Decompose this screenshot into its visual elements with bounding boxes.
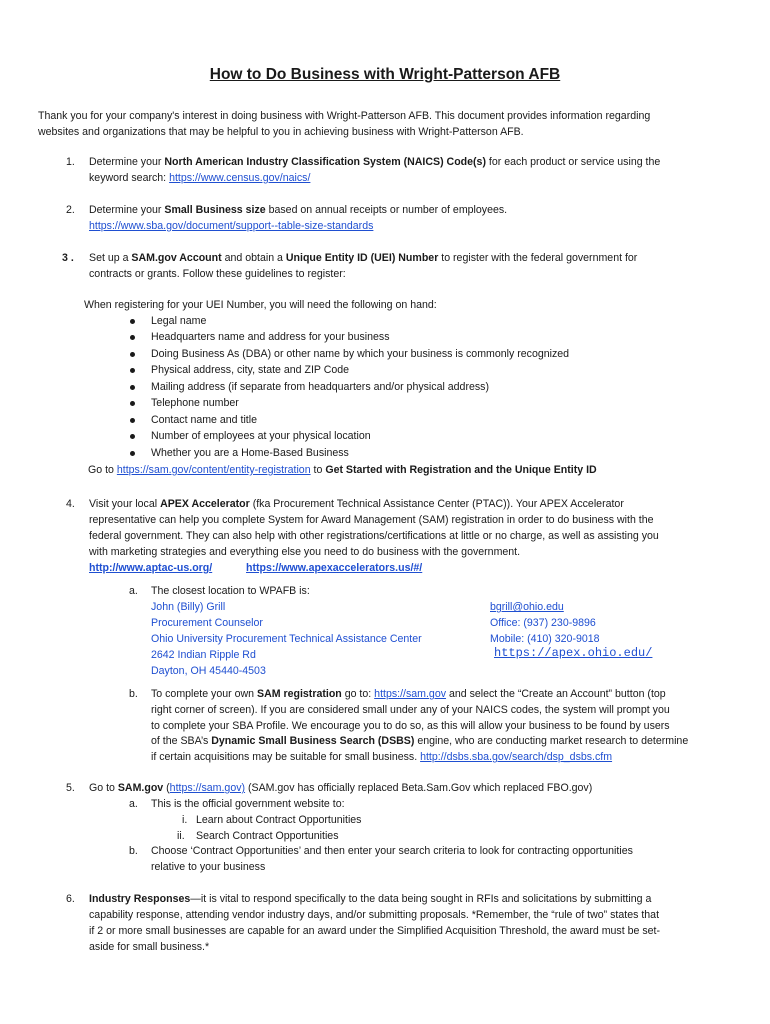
entity-registration-line: Go to https://sam.gov/content/entity-registration to Get Started with Registration and the Unique Entity ID	[88, 464, 597, 476]
bullet-icon	[130, 352, 135, 357]
step-3-line-2: contracts or grants. Follow these guidelines to register:	[89, 268, 346, 280]
step-6-line-4: aside for small business.*	[89, 941, 210, 953]
naics-link[interactable]: https://www.census.gov/naics/	[169, 172, 311, 184]
intro-line-2: websites and organizations that may be helpful to you in achieving business with Wright-Patterson AFB.	[38, 126, 524, 138]
bullet-icon	[130, 319, 135, 324]
step-6-line-3: if 2 or more small businesses are capable for an award under the Simplified Acquisition Threshold, the award must be set-	[89, 925, 660, 937]
step-6-line-1: Industry Responses—it is vital to respond specifically to the data being sought in RFIs and solicitations by submitting a	[89, 893, 652, 905]
step-3-number: 3 .	[62, 252, 74, 264]
step-6-number: 6.	[66, 893, 75, 905]
aptac-link[interactable]: http://www.aptac-us.org/	[89, 562, 213, 574]
bullet-icon	[130, 335, 135, 340]
step-5a-ii-text: Search Contract Opportunities	[196, 830, 339, 842]
bullet-icon	[130, 385, 135, 390]
step-5a-ii-number: ii.	[177, 830, 185, 842]
step-5a-letter: a.	[129, 798, 138, 810]
step-4b-line-1: To complete your own SAM registration go to: https://sam.gov and select the “Create an Account” button (top	[151, 688, 666, 700]
sam-gov-link-2[interactable]: https://sam.gov)	[169, 782, 246, 794]
list-item: Contact name and title	[151, 414, 257, 426]
contact-email-link[interactable]: bgrill@ohio.edu	[490, 601, 564, 613]
step-5a-i-text: Learn about Contract Opportunities	[196, 814, 362, 826]
sam-gov-link[interactable]: https://sam.gov	[374, 688, 447, 700]
list-item: Legal name	[151, 315, 207, 327]
contact-street: 2642 Indian Ripple Rd	[151, 649, 256, 661]
step-5-number: 5.	[66, 782, 75, 794]
step-5a-text: This is the official government website to:	[151, 798, 345, 810]
closest-location-text: The closest location to WPAFB is:	[151, 585, 310, 597]
bullet-icon	[130, 401, 135, 406]
apex-ohio-link[interactable]: https://apex.ohio.edu/	[494, 646, 653, 660]
step-4b-line-4: of the SBA’s Dynamic Small Business Search (DSBS) engine, who are conducting market research to determine	[151, 735, 689, 747]
page-title: How to Do Business with Wright-Patterson AFB	[209, 66, 561, 83]
step-4a-letter: a.	[129, 585, 138, 597]
intro-line-1: Thank you for your company's interest in doing business with Wright-Patterson AFB. This document provides information regarding	[38, 110, 651, 122]
contact-office-phone: Office: (937) 230-9896	[490, 617, 596, 629]
step-1-number: 1.	[66, 156, 75, 168]
size-standards-link[interactable]: https://www.sba.gov/document/support--table-size-standards	[89, 220, 374, 232]
step-5-line-1: Go to SAM.gov (https://sam.gov) (SAM.gov has officially replaced Beta.Sam.Gov which replaced FBO.gov)	[89, 782, 593, 794]
entity-registration-link[interactable]: https://sam.gov/content/entity-registration	[116, 464, 311, 476]
list-item: Telephone number	[151, 397, 239, 409]
list-item: Headquarters name and address for your business	[151, 331, 390, 343]
step-4-line-2: representative can help you complete System for Award Management (SAM) registration in order to do business with the	[89, 514, 654, 526]
uei-requirements-intro: When registering for your UEI Number, you will need the following on hand:	[84, 299, 437, 311]
step-4b-line-2: right corner of screen). If you are considered small under any of your NAICS codes, the system will prompt you	[151, 704, 670, 716]
step-5a-i-number: i.	[182, 814, 188, 826]
list-item: Doing Business As (DBA) or other name by which your business is commonly recognized	[151, 348, 570, 360]
contact-mobile-phone: Mobile: (410) 320-9018	[490, 633, 600, 645]
contact-name: John (Billy) Grill	[151, 601, 226, 613]
bullet-icon	[130, 434, 135, 439]
bullet-icon	[130, 418, 135, 423]
step-4b-line-5: if certain acquisitions may be suitable for small business. http://dsbs.sba.gov/search/dsp_dsbs.cfm	[151, 751, 613, 763]
dsbs-link[interactable]: http://dsbs.sba.gov/search/dsp_dsbs.cfm	[420, 751, 613, 763]
list-item: Number of employees at your physical location	[151, 430, 371, 442]
step-4-number: 4.	[66, 498, 75, 510]
step-4b-line-3: to complete your SBA Profile. We encourage you to do so, as this will allow your business to be found by users	[151, 720, 670, 732]
step-2-number: 2.	[66, 204, 75, 216]
contact-organization: Ohio University Procurement Technical Assistance Center	[151, 633, 422, 645]
step-4b-letter: b.	[129, 688, 138, 700]
list-item: Whether you are a Home-Based Business	[151, 447, 349, 459]
step-1-line-2: keyword search: https://www.census.gov/naics/	[89, 172, 311, 184]
list-item: Physical address, city, state and ZIP Code	[151, 364, 350, 376]
step-4-line-4: with marketing strategies and everything else you need to do business with the government.	[89, 546, 521, 558]
step-2-line-1: Determine your Small Business size based on annual receipts or number of employees.	[89, 204, 508, 216]
contact-city: Dayton, OH 45440-4503	[151, 665, 266, 677]
step-5b-line-1: Choose ‘Contract Opportunities’ and then enter your search criteria to look for contracting opportunities	[151, 845, 633, 857]
step-1-line-1: Determine your North American Industry Classification System (NAICS) Code(s) for each product or service using the	[89, 156, 661, 168]
step-4-line-3: federal government. They can also help with other registrations/certifications at little or no charge, as well as assisting you	[89, 530, 659, 542]
step-5b-letter: b.	[129, 845, 138, 857]
apex-accelerators-link[interactable]: https://www.apexaccelerators.us/#/	[246, 562, 423, 574]
list-item: Mailing address (if separate from headquarters and/or physical address)	[151, 381, 489, 393]
step-4-line-1: Visit your local APEX Accelerator (fka Procurement Technical Assistance Center (PTAC)). Your APEX Accelerator	[89, 498, 624, 510]
bullet-icon	[130, 451, 135, 456]
contact-title: Procurement Counselor	[151, 617, 263, 629]
bullet-icon	[130, 368, 135, 373]
step-6-line-2: capability response, attending vendor industry days, and/or submitting proposals. *Remember, the “rule of two” states that	[89, 909, 660, 921]
step-5b-line-2: relative to your business	[151, 861, 266, 873]
step-3-line-1: Set up a SAM.gov Account and obtain a Unique Entity ID (UEI) Number to register with the federal government for	[89, 252, 638, 264]
